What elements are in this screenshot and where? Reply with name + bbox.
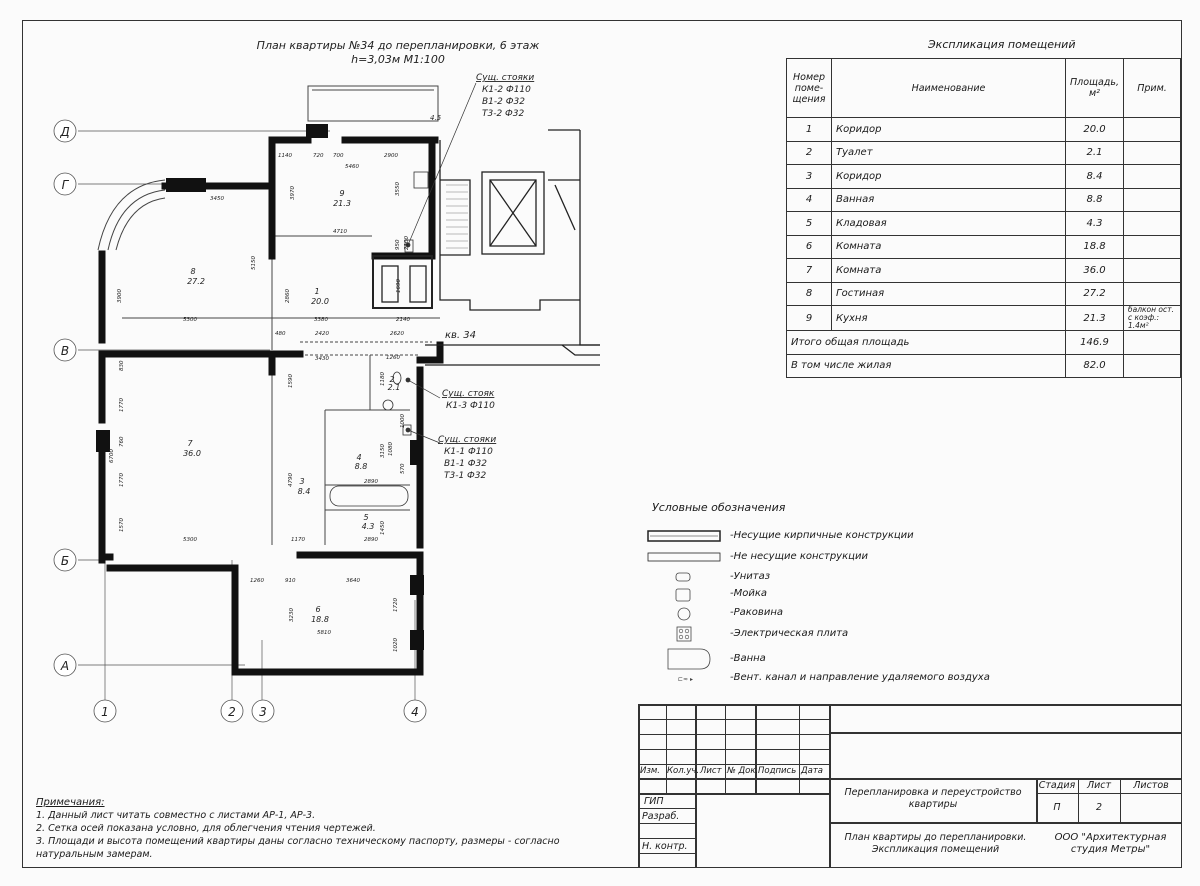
cell-name: Кладовая	[832, 212, 1066, 236]
table-row	[787, 212, 1181, 236]
dimension: 1080	[388, 442, 394, 456]
tb-col-header: Подпись	[758, 766, 797, 776]
dimension: 1770	[119, 398, 125, 412]
dimension: 4790	[288, 473, 294, 487]
stair-treads	[446, 185, 468, 248]
table-row	[787, 235, 1181, 259]
room-number: 5	[363, 513, 369, 522]
washbasin-icon	[383, 400, 393, 410]
total-label: Итого общая площадь	[787, 331, 1066, 355]
riser-line: К1-2 Ф110	[482, 85, 531, 95]
riser-title: Сущ. стояки	[438, 435, 497, 445]
dimension: 1170	[291, 537, 305, 543]
tb-sheets-label: Листов	[1133, 780, 1169, 791]
dimension: 950	[395, 239, 401, 250]
axis-grid	[78, 131, 415, 700]
note-line: 3. Площади и высота помещений квартиры даны согласно техническому паспорту, размеры - согласно	[36, 836, 560, 847]
balcony-dim: 4.5	[430, 114, 442, 122]
legend-item: -Мойка	[730, 588, 768, 599]
legend-item: -Вент. канал и направление удаляемого воздуха	[730, 672, 990, 683]
tb-sheet: 2	[1095, 802, 1103, 813]
riser-title: Сущ. стояки	[476, 73, 535, 83]
note-line: 1. Данный лист читать совместно с листами АР-1, АР-3.	[36, 810, 316, 821]
table-row	[787, 118, 1181, 142]
tb-col-header: Лист	[700, 766, 722, 776]
room-area: 20.0	[311, 297, 329, 306]
dimension: 5150	[251, 256, 257, 270]
tb-col-header: № Док.	[727, 766, 759, 776]
cell-num: 6	[787, 235, 832, 259]
room-number: 8	[190, 267, 196, 276]
dimension: 2620	[390, 331, 404, 337]
room-number: 9	[339, 189, 345, 198]
riser-line: Т3-2 Ф32	[482, 109, 525, 119]
dimension: 3150	[380, 444, 386, 458]
cell-area: 4.3	[1066, 212, 1124, 236]
riser-line: К1-3 Ф110	[446, 401, 495, 411]
cell-note	[1123, 141, 1180, 165]
cell-area: 18.8	[1066, 235, 1124, 259]
legend-item: -Унитаз	[730, 571, 771, 582]
dimension: 2420	[315, 331, 329, 337]
dimension: 3970	[290, 186, 296, 200]
tb-organization: ООО "Архитектурная студия Метры"	[1054, 832, 1167, 855]
table-header-row	[787, 59, 1181, 118]
cell-area: 20.0	[1066, 118, 1124, 142]
cell-name: Коридор	[832, 165, 1066, 189]
dimension: 830	[119, 360, 125, 371]
axis-label: 4	[411, 705, 419, 719]
dimension: 910	[285, 578, 296, 584]
dimension: 3900	[117, 289, 123, 303]
cell-note	[1123, 188, 1180, 212]
dimension: 1180	[380, 372, 386, 386]
col-header: Номер поме-щения	[787, 59, 832, 118]
dimension: 2890	[364, 479, 378, 485]
stove-icon	[677, 627, 691, 641]
dimension: 3450	[210, 196, 224, 202]
col-header: Прим.	[1123, 59, 1180, 118]
room-number: 7	[187, 439, 193, 448]
dimension: 480	[275, 331, 286, 337]
tb-drawing: План квартиры до перепланировки. Экспликация помещений	[844, 832, 1027, 855]
axis-label: В	[60, 344, 70, 358]
cell-note	[1123, 235, 1180, 259]
table-row	[787, 165, 1181, 189]
riser-line: К1-1 Ф110	[444, 447, 493, 457]
room-area: 36.0	[183, 449, 201, 458]
dimension: 3380	[314, 317, 328, 323]
cell-num: 9	[787, 306, 832, 331]
living-label: В том числе жилая	[787, 354, 1066, 378]
tb-col-header: Кол.уч.	[667, 766, 700, 776]
table-row	[787, 141, 1181, 165]
room-number: 4	[356, 453, 362, 462]
dimension: 1720	[393, 598, 399, 612]
dimension: 1690	[396, 279, 402, 293]
stove-icon	[414, 172, 428, 188]
dimension: 5300	[183, 537, 197, 543]
cell-area: 2.1	[1066, 141, 1124, 165]
room-number: 2	[389, 375, 395, 384]
cell-area: 36.0	[1066, 259, 1124, 283]
plan-subtitle: h=3,03м М1:100	[351, 53, 445, 66]
dimension: 3550	[395, 182, 401, 196]
dimension: 2140	[396, 317, 410, 323]
riser-line: Т3-1 Ф32	[444, 471, 487, 481]
tb-role: Н. контр.	[642, 841, 688, 852]
cell-note	[1123, 212, 1180, 236]
legend-item: -Электрическая плита	[730, 628, 849, 639]
riser-line: В1-2 Ф32	[482, 97, 525, 107]
table-row	[787, 306, 1181, 331]
cell-name: Гостиная	[832, 282, 1066, 306]
toilet-icon	[676, 573, 690, 581]
table-row	[787, 188, 1181, 212]
dimension: 1140	[278, 153, 292, 159]
riser-title: Сущ. стояк	[442, 389, 495, 399]
legend-item: -Не несущие конструкции	[730, 551, 868, 562]
room-number: 1	[314, 287, 320, 296]
load-bearing-walls	[102, 140, 440, 672]
dimension: 1260	[250, 578, 264, 584]
legend-symbols	[640, 525, 735, 690]
notes-title: Примечания:	[36, 797, 105, 808]
vent-icon: ⊏≈ ▸	[678, 676, 693, 683]
cell-note	[1123, 165, 1180, 189]
dimension: 2890	[364, 537, 378, 543]
washbasin-icon	[678, 608, 690, 620]
axis-label: Д	[60, 125, 70, 139]
dimension: 3640	[346, 578, 360, 584]
col-header: Площадь, м²	[1066, 59, 1124, 118]
room-area: 21.3	[333, 199, 351, 208]
cell-note	[1123, 282, 1180, 306]
cell-note	[1123, 118, 1180, 142]
tb-stage-label: Стадия	[1038, 780, 1076, 791]
dimension: 5460	[345, 164, 359, 170]
room-area: 4.3	[361, 522, 375, 531]
dimension: 1590	[288, 374, 294, 388]
cell-area: 21.3	[1066, 306, 1124, 331]
room-area: 2.1	[387, 383, 401, 392]
tb-sheet-label: Лист	[1086, 780, 1112, 791]
cell-note	[1123, 259, 1180, 283]
dimension: 1000	[400, 414, 406, 428]
dimension: 2900	[384, 153, 398, 159]
note-line: натуральным замерам.	[36, 849, 153, 860]
explication-table	[786, 58, 1181, 378]
cell-name: Комната	[832, 235, 1066, 259]
dimension: 1020	[393, 638, 399, 652]
sink-icon	[676, 589, 690, 601]
dimension: 720	[313, 153, 324, 159]
cell-name: Кухня	[832, 306, 1066, 331]
dimension: 1260	[386, 355, 400, 361]
legend-item: -Несущие кирпичные конструкции	[730, 530, 914, 541]
apartment-label: кв. 34	[445, 330, 477, 341]
room-number: 3	[299, 477, 305, 486]
living-value: 82.0	[1066, 354, 1124, 378]
col-header: Наименование	[832, 59, 1066, 118]
dimension: 570	[400, 463, 406, 474]
bathtub-icon	[330, 486, 408, 506]
tb-role: Разраб.	[642, 811, 680, 822]
axis-label: Б	[60, 554, 70, 568]
cell-name: Коридор	[832, 118, 1066, 142]
legend-title: Условные обозначения	[652, 501, 786, 514]
cell-num: 1	[787, 118, 832, 142]
axis-label: 1	[101, 705, 109, 719]
riser-line: В1-1 Ф32	[444, 459, 487, 469]
note-line: 2. Сетка осей показана условно, для облегчения чтения чертежей.	[36, 823, 376, 834]
cell-name: Туалет	[832, 141, 1066, 165]
axis-label: Г	[61, 178, 69, 192]
cell-note: балкон ост. с коэф.: 1.4м²	[1123, 306, 1180, 331]
dimension: 5300	[183, 317, 197, 323]
table-row	[787, 259, 1181, 283]
cell-num: 2	[787, 141, 832, 165]
axis-label: А	[60, 659, 70, 673]
cell-num: 5	[787, 212, 832, 236]
dimension: 1770	[119, 473, 125, 487]
cell-area: 27.2	[1066, 282, 1124, 306]
axis-label: 3	[259, 705, 267, 719]
cell-area: 8.8	[1066, 188, 1124, 212]
dimension: 3430	[315, 356, 329, 362]
dimension: 2100	[404, 236, 410, 250]
dimension: 6700	[109, 449, 115, 463]
dimension: 5810	[317, 630, 331, 636]
cell-num: 3	[787, 165, 832, 189]
legend-item: -Раковина	[730, 607, 783, 618]
room-area: 8.8	[354, 462, 368, 471]
cell-name: Ванная	[832, 188, 1066, 212]
explication-title: Экспликация помещений	[928, 38, 1076, 51]
cell-num: 4	[787, 188, 832, 212]
room-area: 27.2	[187, 277, 205, 286]
dimension: 700	[333, 153, 344, 159]
dimension: 4710	[333, 229, 347, 235]
dimension: 2860	[285, 289, 291, 303]
title-block	[638, 704, 1182, 868]
table-row	[787, 282, 1181, 306]
living-row	[787, 354, 1181, 378]
cell-area: 8.4	[1066, 165, 1124, 189]
axis-label: 2	[228, 705, 236, 719]
room-number: 6	[315, 605, 321, 614]
room-area: 18.8	[311, 615, 329, 624]
total-value: 146.9	[1066, 331, 1124, 355]
bathtub-icon	[668, 649, 710, 669]
dimension: 1450	[380, 521, 386, 535]
dimension: 1570	[119, 518, 125, 532]
tb-col-header: Дата	[801, 766, 824, 776]
cell-name: Комната	[832, 259, 1066, 283]
dimension: 760	[119, 436, 125, 447]
dimension: 3230	[289, 608, 295, 622]
tb-project: Перепланировка и переустройство квартиры	[844, 787, 1022, 810]
tb-role: ГИП	[644, 796, 664, 807]
axis-bubbles	[54, 120, 426, 722]
plan-title: План квартиры №34 до перепланировки, 6 этаж	[256, 39, 540, 52]
cell-num: 8	[787, 282, 832, 306]
tb-stage: П	[1053, 802, 1061, 813]
tb-col-header: Изм.	[640, 766, 660, 776]
cell-num: 7	[787, 259, 832, 283]
total-row	[787, 331, 1181, 355]
room-area: 8.4	[297, 487, 311, 496]
partition-symbol	[648, 553, 720, 561]
legend-item: -Ванна	[730, 653, 766, 664]
